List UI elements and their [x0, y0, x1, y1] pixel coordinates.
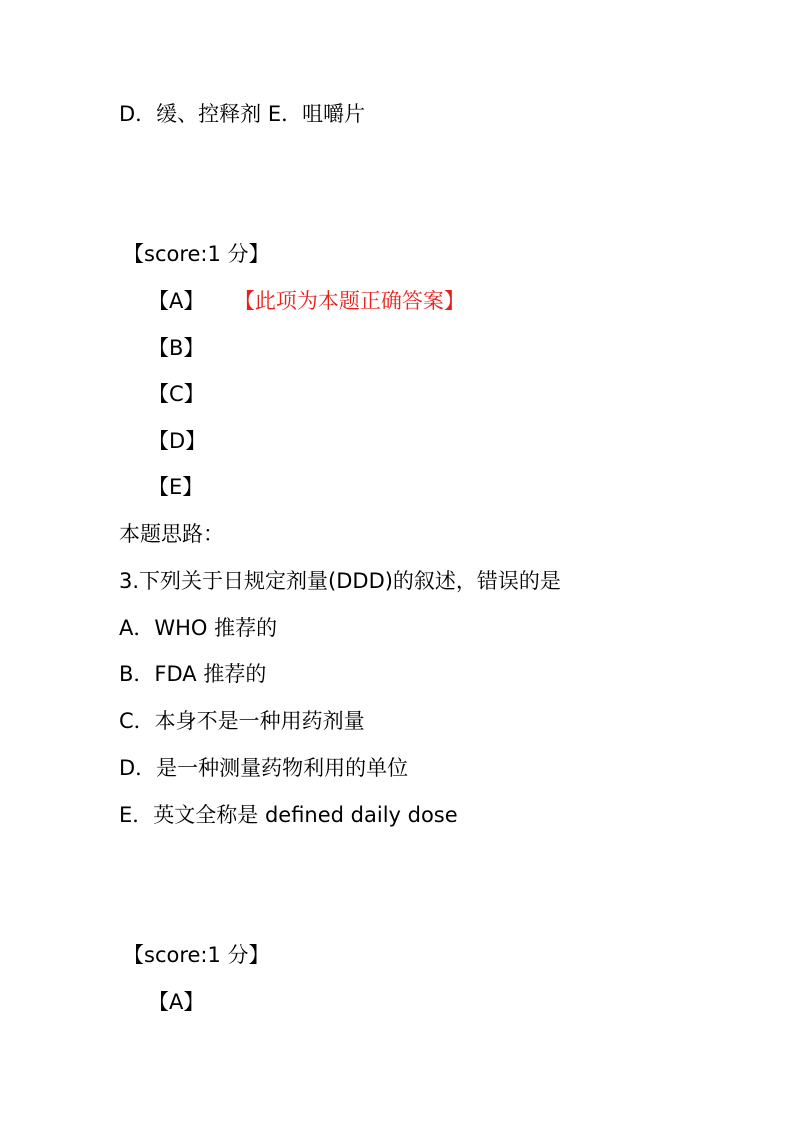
answer-option-b: 【B】	[148, 336, 205, 360]
answer-option-a: 【A】	[148, 990, 205, 1014]
answer-option-label: 【A】	[148, 289, 205, 313]
correct-answer-marker: 【此项为本题正确答案】	[244, 289, 465, 313]
question-option-c: C．本身不是一种用药剂量	[119, 709, 365, 733]
question-stem: 3.下列关于日规定剂量(DDD)的叙述，错误的是	[119, 569, 561, 593]
question-option-d: D．是一种测量药物利用的单位	[119, 756, 409, 780]
previous-question-options: D．缓、控释剂 E．咀嚼片	[119, 102, 366, 126]
answer-option-e: 【E】	[148, 475, 204, 499]
question-option-b: B．FDA 推荐的	[119, 662, 267, 686]
question-option-a: A．WHO 推荐的	[119, 616, 278, 640]
score-label: 【score:1 分】	[123, 943, 270, 967]
answer-option-d: 【D】	[148, 429, 207, 453]
score-label: 【score:1 分】	[123, 242, 270, 266]
question-option-e: E．英文全称是 defined daily dose	[119, 803, 458, 827]
explanation-label: 本题思路：	[119, 522, 224, 546]
answer-option-c: 【C】	[148, 382, 205, 406]
answer-option-a	[148, 287, 465, 315]
